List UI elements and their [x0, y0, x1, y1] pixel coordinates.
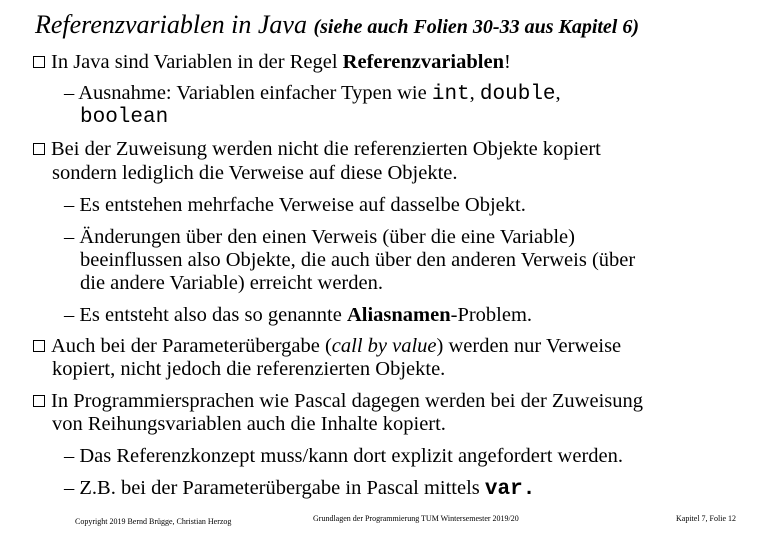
bullet-1: In Java sind Variablen in der Regel Referenzvariablen! — [33, 50, 511, 74]
bullet-2-sub-3: – Es entsteht also das so genannte Aliasnamen-Problem. — [64, 304, 533, 326]
slide-title — [35, 10, 639, 42]
square-bullet-icon — [33, 395, 45, 407]
bullet-2-sub-2: – Änderungen über den einen Verweis (über die eine Variable) — [64, 226, 575, 248]
bullet-4-cont: von Reihungsvariablen auch die Inhalte kopiert. — [52, 413, 446, 435]
bullet-1-sub-1: – Ausnahme: Variablen einfacher Typen wie int, double, — [64, 82, 561, 106]
footer-page: Kapitel 7, Folie 12 — [676, 514, 736, 523]
bullet-3: Auch bei der Parameterübergabe (call by value) werden nur Verweise — [33, 334, 621, 358]
bullet-2-cont: sondern lediglich die Verweise auf diese Objekte. — [52, 162, 458, 184]
bullet-3-cont: kopiert, nicht jedoch die referenzierten Objekte. — [52, 358, 446, 380]
slide-title-main: Referenzvariablen in Java — [35, 10, 307, 39]
square-bullet-icon — [33, 340, 45, 352]
bullet-4-sub-2: – Z.B. bei der Parameterübergabe in Pascal mittels var. — [64, 477, 536, 501]
bullet-4: In Programmiersprachen wie Pascal dagegen werden bei der Zuweisung — [33, 389, 643, 413]
bullet-2-sub-1: – Es entstehen mehrfache Verweise auf dasselbe Objekt. — [64, 194, 526, 216]
bullet-4-sub-1: – Das Referenzkonzept muss/kann dort explizit angefordert werden. — [64, 445, 623, 467]
footer-course: Grundlagen der Programmierung TUM Wintersemester 2019/20 — [313, 514, 519, 523]
slide-title-subtitle: (siehe auch Folien 30-33 aus Kapitel 6) — [313, 16, 640, 38]
bullet-2: Bei der Zuweisung werden nicht die referenzierten Objekte kopiert — [33, 137, 601, 161]
bullet-2-sub-2-cont-1: beeinflussen also Objekte, die auch über den anderen Verweis (über — [80, 249, 636, 271]
square-bullet-icon — [33, 56, 45, 68]
bullet-1-sub-1-cont: boolean — [80, 106, 169, 129]
square-bullet-icon — [33, 143, 45, 155]
bullet-2-sub-2-cont-2: die andere Variable) erreicht werden. — [80, 272, 383, 294]
footer-copyright: Copyright 2019 Bernd Brügge, Christian Herzog — [75, 517, 232, 526]
